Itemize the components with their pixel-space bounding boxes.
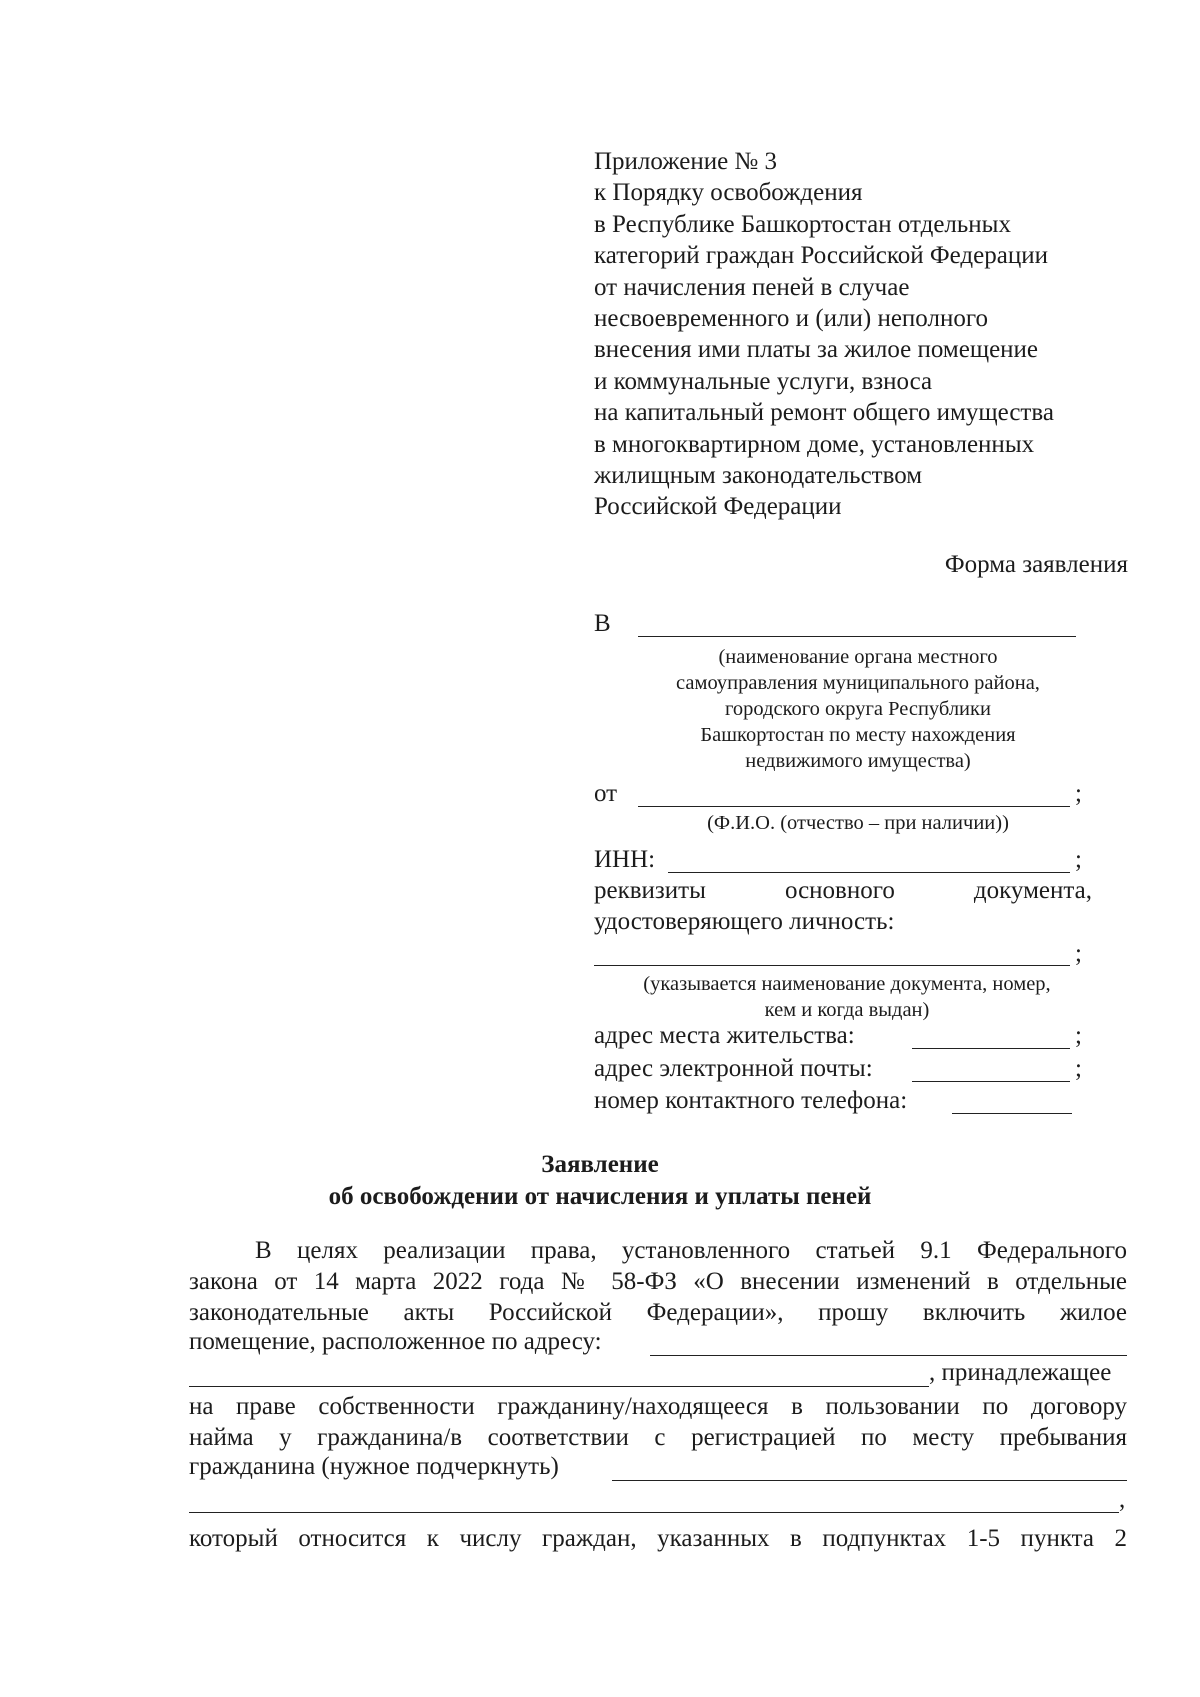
inn-field[interactable]: [668, 872, 1070, 873]
email-field[interactable]: [912, 1081, 1070, 1082]
property-address-field-cont[interactable]: [189, 1386, 929, 1387]
appendix-line: внесения ими платы за жилое помещение: [594, 336, 1039, 364]
appendix-line: от начисления пеней в случае: [594, 273, 910, 301]
appendix-block: [594, 146, 1114, 523]
address-field[interactable]: [912, 1048, 1070, 1049]
to-caption-line: самоуправления муниципального района,: [676, 672, 1040, 694]
inn-label: ИНН:: [594, 846, 656, 873]
doc-label-word: реквизиты: [594, 877, 706, 904]
appendix-line: Российской Федерации: [594, 493, 842, 521]
from-caption: (Ф.И.О. (отчество – при наличии)): [707, 812, 1009, 834]
from-field[interactable]: [638, 806, 1070, 807]
to-caption: [620, 644, 1096, 774]
appendix-line: несвоевременного и (или) неполного: [594, 305, 988, 333]
body-line-comma: ,: [1119, 1486, 1126, 1513]
appendix-line: Приложение № 3: [594, 148, 778, 175]
email-semicolon: ;: [1075, 1055, 1082, 1082]
doc-field[interactable]: [594, 965, 1070, 966]
property-address-field[interactable]: [650, 1355, 1127, 1356]
to-caption-line: (наименование органа местного: [718, 646, 998, 668]
to-label: В: [594, 610, 611, 637]
email-label: адрес электронной почты:: [594, 1055, 873, 1082]
appendix-line: жилищным законодательством: [594, 462, 923, 490]
appendix-line: к Порядку освобождения: [594, 179, 863, 207]
phone-field[interactable]: [952, 1113, 1072, 1114]
citizen-field-cont[interactable]: [189, 1512, 1119, 1513]
statement-subtitle: об освобождении от начисления и уплаты пеней: [328, 1183, 872, 1210]
address-semicolon: ;: [1075, 1022, 1082, 1049]
body-line: который относится к числу граждан, указанных в подпунктах 1-5 пункта 2: [189, 1525, 1127, 1552]
inn-semicolon: ;: [1075, 846, 1082, 873]
body-line-address-label: помещение, расположенное по адресу:: [189, 1328, 602, 1355]
form-title: Форма заявления: [944, 551, 1128, 578]
appendix-line: и коммунальные услуги, взноса: [594, 367, 933, 395]
body-line: законодательные акты Российской Федерации», прошу включить жилое: [189, 1299, 1127, 1326]
to-caption-line: городского округа Республики: [725, 698, 991, 720]
address-label: адрес места жительства:: [594, 1022, 855, 1049]
from-label: от: [594, 780, 618, 807]
body-line: закона от 14 марта 2022 года № 58-ФЗ «О внесении изменений в отдельные: [189, 1268, 1127, 1295]
doc-label-word: документа,: [973, 877, 1092, 904]
body-line: найма у гражданина/в соответствии с регистрацией по месту пребывания: [189, 1424, 1127, 1451]
doc-semicolon: ;: [1075, 940, 1082, 967]
to-caption-line: недвижимого имущества): [745, 750, 971, 772]
body-line: В целях реализации права, установленного статьей 9.1 Федерального: [255, 1237, 1127, 1264]
body-line: на праве собственности гражданину/находящееся в пользовании по договору: [189, 1393, 1127, 1420]
appendix-line: в многоквартирном доме, установленных: [594, 430, 1035, 458]
appendix-line: в Республике Башкортостан отдельных: [594, 210, 1011, 238]
phone-label: номер контактного телефона:: [594, 1087, 908, 1114]
to-field[interactable]: [638, 636, 1076, 637]
doc-label-word: основного: [784, 877, 895, 904]
doc-label-line1: [594, 877, 1092, 905]
doc-caption-line: кем и когда выдан): [764, 999, 930, 1021]
doc-caption: [600, 971, 1094, 1023]
citizen-field[interactable]: [612, 1480, 1127, 1481]
body-line-owner-label: , принадлежащее: [929, 1359, 1112, 1386]
statement-title: Заявление: [541, 1151, 659, 1178]
to-caption-line: Башкортостан по месту нахождения: [700, 724, 1016, 746]
body-line-citizen-label: гражданина (нужное подчеркнуть): [189, 1453, 559, 1480]
doc-label-line2: удостоверяющего личность:: [594, 908, 895, 935]
appendix-line: категорий граждан Российской Федерации: [594, 242, 1048, 270]
doc-caption-line: (указывается наименование документа, номер,: [643, 973, 1051, 995]
from-semicolon: ;: [1075, 780, 1082, 807]
appendix-line: на капитальный ремонт общего имущества: [594, 399, 1054, 427]
